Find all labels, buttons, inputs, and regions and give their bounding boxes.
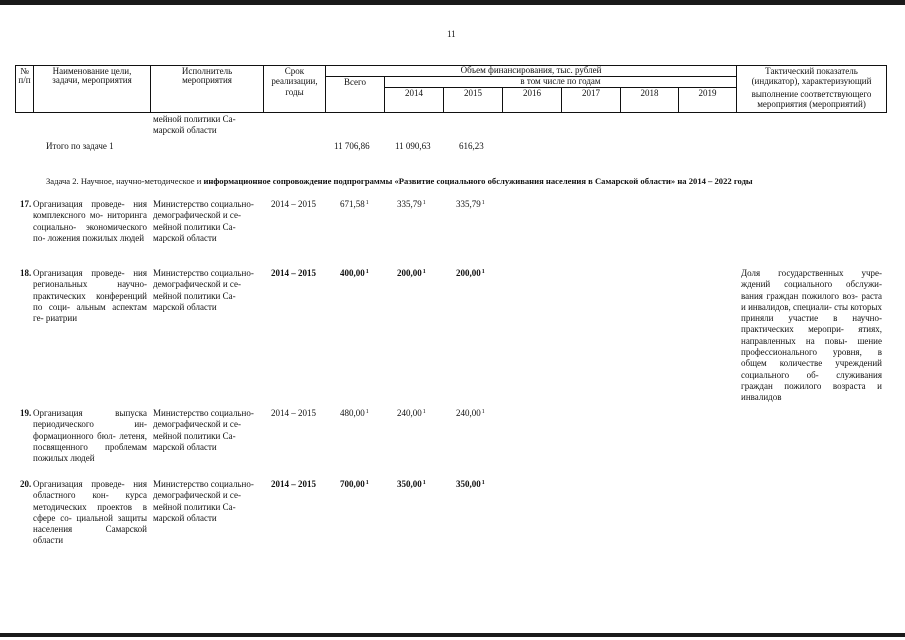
header-year: 2016	[523, 88, 541, 98]
row-20-term: 2014 – 2015	[271, 479, 316, 489]
row-20-total: 700,00$^1$	[340, 479, 369, 489]
row-19-executor: Министерство социально- демографической и се- мейной политики Са- марской области	[153, 408, 254, 452]
total-task-label: Итого по задаче 1	[46, 141, 114, 151]
row-18-term: 2014 – 2015	[271, 268, 316, 278]
table-header	[15, 65, 887, 113]
task2-heading: Задача 2. Научное, научно-методическое и информационное сопровождение подпрограммы «Развитие социального обслуживания населения в Самарской области» на 2014 – 2022 годы	[46, 176, 753, 186]
row-18-2014: 200,00$^1$	[397, 268, 426, 278]
row-17-num: 17.	[20, 199, 32, 209]
row-17-2015: 335,79$^1$	[456, 199, 485, 209]
row-20-num: 20.	[20, 479, 32, 489]
row-19-total: 480,00$^1$	[340, 408, 369, 418]
header-indicator: (индикатор), характеризующий	[751, 76, 872, 86]
header-total: Всего	[343, 77, 367, 87]
total-task-2014: 11 090,63	[395, 141, 431, 151]
row-18-num: 18.	[20, 268, 32, 278]
total-task-sum: 11 706,86	[334, 141, 370, 151]
row-17-total: 671,58$^1$	[340, 199, 369, 209]
row-18-total: 400,00$^1$	[340, 268, 369, 278]
scan-bottom-edge	[0, 633, 905, 637]
header-name: задачи, мероприятия	[52, 75, 132, 85]
row-18-indicator: Доля государственных учре- ждений социального обслужи- вания граждан пожилого воз- раста и инвалидов, специали- сты которых приняли участие в научно-практических меропри- ятиях, направленных на повы- шение профессионального уровня, в общем количестве учреждений социального об- служивания граждан пожилого возраста и инвалидов	[741, 268, 882, 403]
row-18-name: Организация проведе- ния региональных научно-практических конференций по соци- альным аспектам ге- риатрии	[33, 268, 147, 324]
header-indicator: Тактический показатель	[765, 66, 858, 76]
header-term: годы	[285, 87, 304, 97]
row-17-term: 2014 – 2015	[271, 199, 316, 209]
continuation-executor-line: мейной политики Са-	[153, 114, 236, 124]
header-term: реализации,	[271, 76, 318, 86]
header-year: 2018	[640, 88, 659, 98]
row-20-name: Организация проведе- ния областного кон- курса методических проектов в сфере со- циальной защиты населения Самарской области	[33, 479, 147, 546]
header-finance: Объем финансирования, тыс. рублей	[460, 65, 602, 75]
header-executor: Исполнитель	[181, 66, 233, 76]
page-number: 11	[447, 29, 456, 39]
header-indicator: выполнение соответствующего	[751, 89, 872, 99]
row-17-executor: Министерство социально- демографической и се- мейной политики Са- марской области	[153, 199, 254, 243]
row-19-name: Организация выпуска периодического ин- формационного бюл- летеня, посвященного проблемам пожилых людей	[33, 408, 147, 464]
header-num: №	[20, 66, 29, 76]
row-20-executor: Министерство социально- демографической и се- мейной политики Са- марской области	[153, 479, 254, 523]
header-year: 2017	[582, 88, 600, 98]
row-18-2015: 200,00$^1$	[456, 268, 485, 278]
header-year: 2014	[405, 88, 423, 98]
row-17-2014: 335,79$^1$	[397, 199, 426, 209]
row-19-num: 19.	[20, 408, 32, 418]
header-executor: мероприятия	[182, 75, 232, 85]
continuation-executor-line: марской области	[153, 125, 217, 135]
row-19-2014: 240,00$^1$	[397, 408, 426, 418]
header-indicator: мероприятия (мероприятий)	[757, 99, 866, 109]
header-year: 2019	[698, 88, 717, 98]
row-17-name: Организация проведе- ния комплексного мо- ниторинга социально- экономического по- ложения пожилых людей	[33, 199, 147, 243]
header-num: п/п	[18, 75, 31, 85]
row-18-executor: Министерство социально- демографической и се- мейной политики Са- марской области	[153, 268, 254, 312]
total-task-2015: 616,23	[459, 141, 484, 151]
header-by-years: в том числе по годам	[520, 76, 601, 86]
row-19-term: 2014 – 2015	[271, 408, 316, 418]
scan-top-edge	[0, 0, 905, 5]
header-year: 2015	[464, 88, 482, 98]
row-19-2015: 240,00$^1$	[456, 408, 485, 418]
header-term: Срок	[284, 66, 305, 76]
header-name: Наименование цели,	[52, 66, 132, 76]
row-20-2015: 350,00$^1$	[456, 479, 485, 489]
row-20-2014: 350,00$^1$	[397, 479, 426, 489]
